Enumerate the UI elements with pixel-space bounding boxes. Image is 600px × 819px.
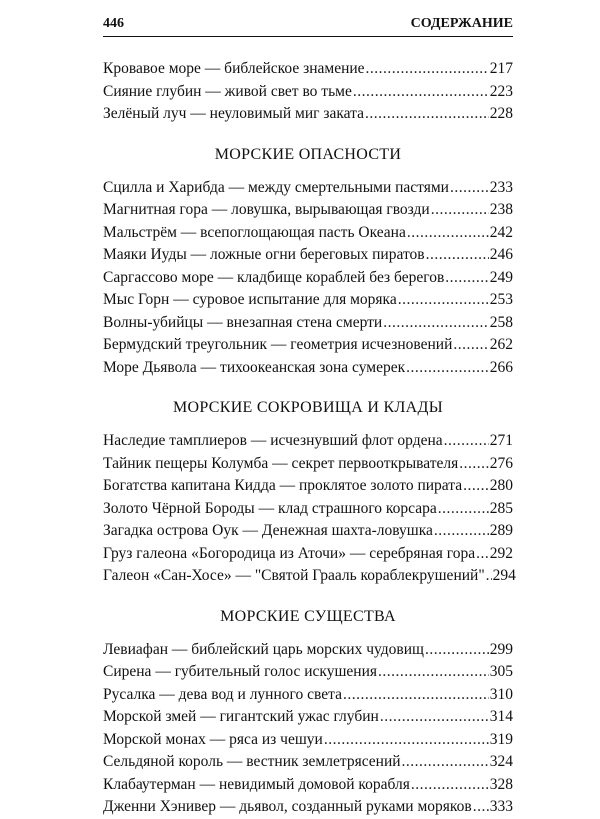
leader-dots	[324, 729, 489, 752]
toc-entry-title: Золото Чёрной Бороды — клад страшного корсара	[103, 499, 437, 517]
toc-entry-page: 310	[489, 685, 513, 703]
toc-entry	[103, 520, 513, 543]
leader-dots	[380, 706, 489, 729]
toc-entry	[103, 661, 513, 684]
leader-dots	[383, 312, 489, 335]
leader-dots	[407, 222, 489, 245]
toc-entry-title: Дженни Хэнивер — дьявол, созданный руками моряков	[103, 798, 472, 815]
leader-dots	[425, 639, 489, 662]
toc-entry	[103, 684, 513, 707]
toc-entry-page: 319	[489, 730, 513, 748]
leader-dots	[450, 177, 489, 200]
section-sea-creatures	[103, 594, 513, 819]
toc-entry	[103, 267, 513, 290]
toc-entry-page: 328	[489, 775, 513, 793]
toc-entry	[103, 334, 513, 357]
toc-entry-page: 238	[489, 201, 513, 218]
toc-entry-title: Море Дьявола — тихоокеанская зона сумерек	[103, 358, 406, 376]
toc-entry-page: 233	[489, 178, 513, 196]
toc-entry	[103, 543, 513, 566]
toc-entry-title: Сияние глубин — живой свет во тьме	[103, 82, 352, 100]
toc-entry	[103, 706, 513, 729]
toc-entry-title: Бермудский треугольник — геометрия исчезновений	[103, 336, 453, 353]
toc-entry-title: Русалка — дева вод и лунного света	[103, 685, 342, 703]
section-heading: МОРСКИЕ СОКРОВИЩА И КЛАДЫ	[172, 399, 443, 416]
leader-dots	[463, 475, 489, 498]
toc-entry-page: 253	[489, 291, 513, 308]
toc-entry	[103, 58, 513, 81]
leader-dots	[402, 751, 489, 774]
leader-dots	[411, 774, 489, 797]
toc-entry-page: 305	[489, 663, 513, 680]
toc-entry-page: 314	[489, 708, 513, 725]
toc-entry	[103, 312, 513, 335]
running-title: СОДЕРЖАНИЕ	[410, 16, 513, 31]
toc-entry-page: 285	[489, 499, 513, 517]
toc-entry-title: Саргассово море — кладбище кораблей без берегов	[103, 268, 445, 286]
section-heading: МОРСКИЕ ОПАСНОСТИ	[214, 145, 402, 163]
leader-dots	[445, 267, 488, 290]
toc-entry-page: 249	[489, 268, 513, 286]
leader-dots	[476, 543, 489, 566]
leader-dots	[426, 244, 489, 267]
toc-entry	[103, 639, 513, 662]
leader-dots	[444, 430, 489, 453]
leader-dots	[398, 289, 489, 312]
toc-entry	[103, 357, 513, 380]
toc-entry-title: Морской монах — ряса из чешуи	[103, 730, 323, 748]
leader-dots	[343, 684, 489, 707]
toc-entry	[103, 751, 513, 774]
toc-entry	[103, 199, 513, 222]
toc-entry-page: 333	[489, 798, 513, 815]
toc-entry-title: Загадка острова Оук — Денежная шахта-ловушка	[103, 522, 433, 539]
toc-entry	[103, 498, 513, 521]
toc-entry-page: 294	[492, 567, 516, 584]
toc-entry	[103, 103, 513, 126]
toc-entry-title: Клабаутерман — невидимый домовой корабля	[103, 775, 410, 793]
toc-entry-title: Галеон «Сан-Хосе» — "Святой Грааль кораблекрушений"	[103, 567, 485, 584]
leader-dots	[486, 565, 492, 588]
leader-dots	[438, 498, 489, 521]
section-sea-dangers	[103, 132, 513, 380]
toc-entry-page: 324	[489, 753, 513, 770]
toc-entry-title: Богатства капитана Кидда — проклятое золото пирата	[103, 477, 463, 494]
toc-entry-page: 262	[489, 336, 513, 353]
toc-entry-page: 280	[489, 477, 513, 494]
section-heading: МОРСКИЕ СУЩЕСТВА	[220, 607, 396, 625]
toc-entry-title: Маяки Иуды — ложные огни береговых пиратов	[103, 246, 425, 263]
toc-entry-page: 223	[489, 82, 513, 100]
section-sea-treasures	[103, 385, 516, 588]
toc-entry-title: Сирена — губительный голос искушения	[103, 663, 378, 680]
page-number: 446	[103, 16, 124, 31]
toc-entry-title: Магнитная гора — ловушка, вырывающая гвозди	[103, 201, 430, 218]
toc-entry	[103, 177, 513, 200]
leader-dots	[353, 81, 489, 104]
toc-entry	[103, 475, 513, 498]
toc-entry-title: Наследие тамплиеров — исчезнувший флот ордена	[103, 432, 443, 449]
toc-entry	[103, 222, 513, 245]
toc-entry-page: 246	[489, 246, 513, 263]
toc-entry-title: Тайник пещеры Колумба — секрет первооткрывателя	[103, 454, 459, 472]
toc-entry	[103, 244, 513, 267]
toc-entry-page: 228	[489, 105, 513, 122]
toc-entry	[103, 729, 513, 752]
toc-entry-title: Груз галеона «Богородица из Аточи» — серебряная гора	[103, 544, 476, 562]
toc-entry-page: 271	[489, 432, 513, 449]
toc-entry-title: Мыс Горн — суровое испытание для моряка	[103, 291, 397, 308]
leader-dots	[473, 796, 489, 819]
leader-dots	[378, 661, 489, 684]
toc-entry-title: Волны-убийцы — внезапная стена смерти	[103, 313, 383, 331]
intro-entries	[103, 58, 513, 126]
toc-entry	[103, 565, 516, 588]
toc-entry-page: 299	[489, 640, 513, 658]
toc-entry	[103, 81, 513, 104]
toc-entry-title: Зелёный луч — неуловимый миг заката	[103, 105, 364, 122]
toc-entry-title: Сцилла и Харибда — между смертельными пастями	[103, 178, 449, 196]
toc-entry	[103, 774, 513, 797]
toc-entry-title: Кровавое море — библейское знамение	[103, 60, 365, 77]
toc-entry-title: Морской змей — гигантский ужас глубин	[103, 708, 379, 725]
toc-entry-page: 276	[489, 454, 513, 472]
toc-entry-page: 292	[489, 544, 513, 562]
table-of-contents	[103, 58, 516, 819]
toc-entry-title: Левиафан — библейский царь морских чудовищ	[103, 640, 424, 658]
toc-entry	[103, 289, 513, 312]
leader-dots	[453, 334, 488, 357]
leader-dots	[434, 520, 489, 543]
leader-dots	[365, 103, 489, 126]
leader-dots	[366, 58, 489, 81]
toc-entry-page: 258	[489, 313, 513, 331]
toc-entry-page: 242	[489, 223, 513, 241]
toc-entry-page: 217	[489, 60, 513, 77]
toc-entry	[103, 430, 513, 453]
toc-entry	[103, 796, 513, 819]
leader-dots	[406, 357, 489, 380]
toc-entry	[103, 453, 513, 476]
toc-entry-title: Сельдяной король — вестник землетрясений	[103, 753, 401, 770]
leader-dots	[431, 199, 489, 222]
toc-entry-page: 266	[489, 358, 513, 376]
running-header	[103, 12, 513, 37]
toc-entry-title: Мальстрём — всепоглощающая пасть Океана	[103, 223, 406, 241]
leader-dots	[459, 453, 488, 476]
toc-entry-page: 289	[489, 522, 513, 539]
